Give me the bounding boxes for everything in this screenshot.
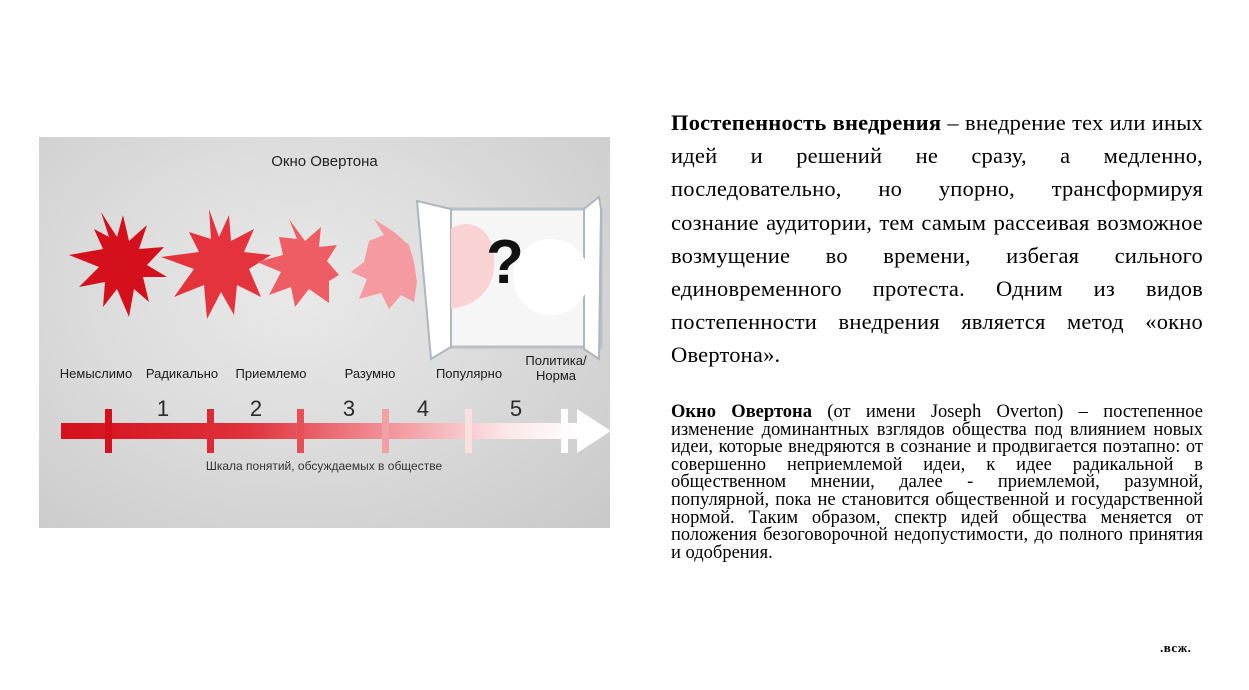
stage-label-policy-norm: Политика/ Норма: [525, 353, 587, 383]
overton-window-paragraph: [671, 404, 1203, 562]
overton-window-definition: (от имени Joseph Overton) – постепенное изменение доминантных взглядов общества под влиянием новых идеи, которые внедряются в сознание и продвигается поэтапно: от совершенно неприемлемой идеи, к идее радикальной в общественном мнении, далее - приемлемой, разумной, популярной, пока не становится общественной и государственной нормой. Таким образом, спектр идей общества меняется от положения безоговорочной недопустимости, до полного принятия и одобрения.: [671, 402, 1203, 563]
stage-label-acceptable: Приемлемо: [235, 366, 307, 381]
footer-mark: .всж.: [1160, 640, 1192, 655]
term-gradual-implementation: Постепенность внедрения: [671, 110, 942, 135]
term-overton-window: Окно Овертона: [671, 402, 812, 422]
question-mark: ?: [486, 228, 524, 297]
overton-window-illustration: [39, 137, 610, 528]
stage-label-popular: Популярно: [435, 366, 503, 381]
stage-label-radical: Радикально: [145, 366, 219, 381]
step-number-4: 4: [416, 396, 430, 421]
starburst-acceptable: [257, 219, 339, 307]
step-number-5: 5: [509, 396, 523, 421]
figure-title: Окно Овертона: [271, 153, 378, 170]
starburst-reasonable: [351, 219, 417, 309]
starburst-unthinkable: [69, 212, 167, 317]
stage-label-reasonable: Разумно: [344, 366, 396, 381]
stage-label-unthinkable: Немыслимо: [59, 366, 133, 381]
gradual-implementation-definition: – внедрение тех или иных идей и решений не сразу, а медленно, последовательно, но упорно, трансформируя сознание аудитории, тем самым рассеивая возможное возмущение во времени, избегая сильного единовременного протеста. Одним из видов постепенности внедрения является метод «окно Овертона».: [671, 110, 1204, 368]
scale-caption: Шкала понятий, обсуждаемых в обществе: [205, 459, 443, 473]
step-number-2: 2: [249, 396, 263, 421]
starburst-radical: [161, 209, 271, 319]
step-number-3: 3: [342, 396, 356, 421]
gradual-implementation-paragraph: [671, 106, 1203, 372]
step-number-1: 1: [156, 396, 170, 421]
